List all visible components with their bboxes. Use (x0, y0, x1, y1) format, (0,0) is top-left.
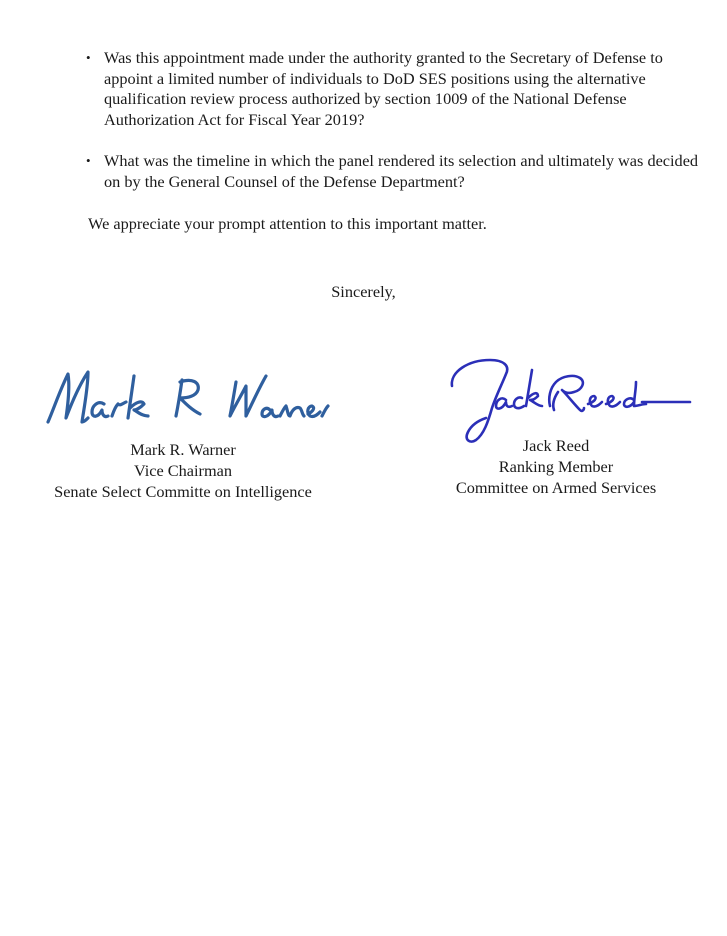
signatory-committee: Committee on Armed Services (455, 478, 657, 497)
signatory-reed (436, 435, 676, 498)
question-list (86, 48, 706, 213)
signatory-title: Ranking Member (498, 457, 614, 476)
salutation: Sincerely, (331, 282, 396, 301)
signatory-name: Mark R. Warner (130, 440, 236, 459)
signatory-title: Vice Chairman (133, 461, 233, 480)
question-text: Was this appointment made under the authority granted to the Secretary of Defense to appoint a limited number of individuals to DoD SES positions using the alternative qualification review process authorized by section 1009 of the National Defense Authorization Act for Fiscal Year 2019? (104, 48, 663, 129)
bullet-marker: • (86, 50, 91, 65)
signatory-name: Jack Reed (522, 436, 590, 455)
question-text: What was the timeline in which the panel rendered its selection and ultimately was decided on by the General Counsel of the Defense Department? (104, 151, 699, 191)
list-item (86, 48, 706, 130)
signature-warner (40, 360, 330, 440)
signature-reed (446, 352, 696, 447)
signatory-warner (40, 439, 326, 502)
list-item (86, 151, 706, 192)
signatory-committee: Senate Select Committe on Intelligence (54, 482, 312, 501)
bullet-marker: • (86, 153, 91, 168)
closing-paragraph: We appreciate your prompt attention to this important matter. (88, 214, 487, 233)
